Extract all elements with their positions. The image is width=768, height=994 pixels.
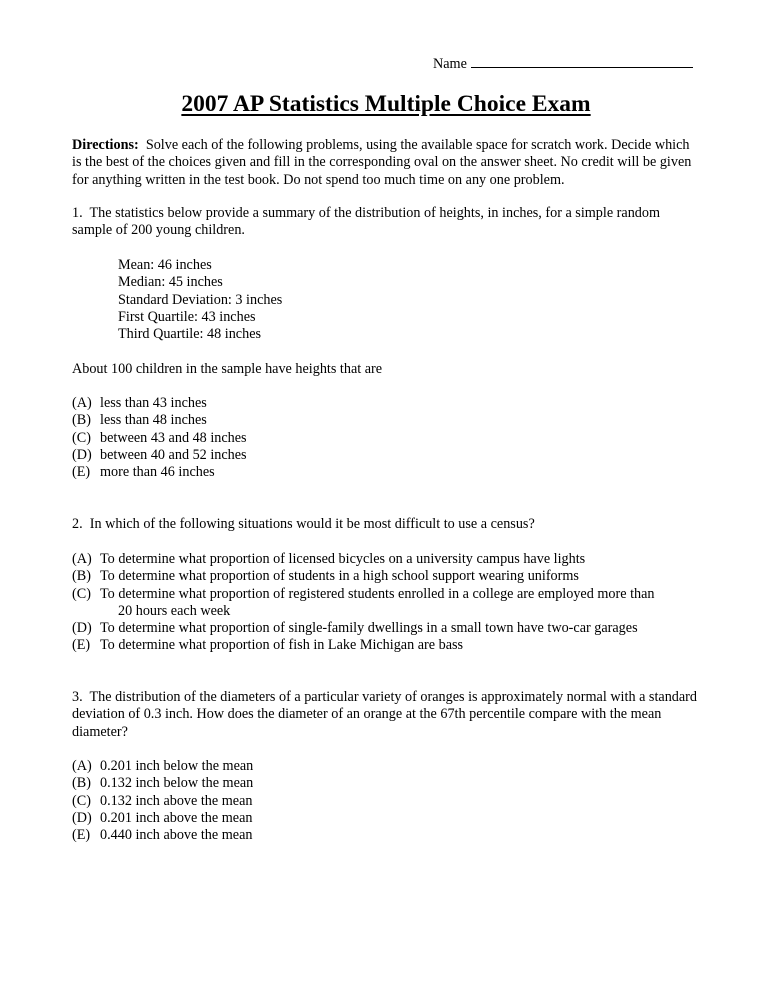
- question-prompt: In which of the following situations would it be most difficult to use a census?: [89, 516, 535, 532]
- choice-d: [72, 620, 700, 637]
- choice-text: To determine what proportion of fish in Lake Michigan are bass: [100, 637, 464, 654]
- choice-c-continuation: 20 hours each week: [118, 602, 231, 619]
- name-blank-line[interactable]: [471, 54, 693, 68]
- question-number: 2.: [72, 516, 83, 532]
- choice-a: [72, 758, 700, 775]
- choice-text: 0.201 inch below the mean: [100, 758, 254, 774]
- choice-text: 0.132 inch above the mean: [100, 792, 253, 809]
- question-1-stem: About 100 children in the sample have heights that are: [72, 361, 383, 377]
- choice-text: To determine what proportion of registered students enrolled in a college are employed more than: [100, 585, 655, 602]
- choice-letter: (A): [72, 551, 92, 567]
- choice-text: less than 48 inches: [100, 412, 207, 429]
- choice-e: [72, 464, 700, 481]
- choice-letter: (B): [72, 412, 91, 429]
- question-1: [72, 205, 700, 240]
- choice-letter: (E): [72, 827, 91, 844]
- choice-e: [72, 637, 700, 654]
- question-3: [72, 689, 700, 741]
- stat-first-quartile: First Quartile: 43 inches: [118, 308, 256, 325]
- choice-letter: (A): [72, 758, 92, 774]
- choice-b: [72, 775, 700, 792]
- choice-letter: (E): [72, 637, 91, 654]
- question-3-choices: [72, 758, 700, 844]
- choice-letter: (C): [72, 429, 91, 446]
- choice-b: [72, 568, 700, 585]
- choice-letter: (D): [72, 446, 92, 463]
- choice-letter: (B): [72, 568, 91, 585]
- choice-text: To determine what proportion of licensed bicycles on a university campus have lights: [100, 551, 586, 567]
- choice-b: [72, 412, 700, 429]
- choice-text: more than 46 inches: [100, 464, 215, 481]
- name-label: Name: [433, 56, 467, 72]
- name-field[interactable]: [433, 54, 693, 73]
- choice-text: To determine what proportion of students in a high school support wearing uniforms: [100, 568, 579, 585]
- question-prompt: The statistics below provide a summary of the distribution of heights, in inches, for a simple random sample of 200 young children.: [72, 205, 661, 239]
- directions-text: Solve each of the following problems, using the available space for scratch work. Decide which is the best of the choices given and fill in the corresponding oval on the answer sheet. No credit will be given for anything written in the test book. Do not spend too much time on any one problem.: [72, 137, 692, 188]
- choice-text: between 43 and 48 inches: [100, 429, 247, 446]
- question-2: [72, 516, 700, 533]
- choice-text: 0.440 inch above the mean: [100, 827, 253, 844]
- directions-label: Directions:: [72, 137, 139, 153]
- choice-text: 0.132 inch below the mean: [100, 775, 254, 792]
- choice-c: [72, 793, 700, 810]
- choice-a: [72, 395, 700, 412]
- summary-statistics: [118, 257, 282, 343]
- choice-d: [72, 810, 700, 827]
- choice-text: To determine what proportion of single-family dwellings in a small town have two-car garages: [100, 620, 638, 637]
- choice-letter: (D): [72, 809, 92, 826]
- exam-title: 2007 AP Statistics Multiple Choice Exam: [181, 91, 591, 117]
- choice-letter: (C): [72, 585, 91, 602]
- directions: [72, 137, 700, 189]
- choice-e: [72, 827, 700, 844]
- choice-text: less than 43 inches: [100, 395, 207, 411]
- choice-a: [72, 551, 700, 568]
- choice-text: between 40 and 52 inches: [100, 446, 247, 463]
- stat-mean: Mean: 46 inches: [118, 257, 212, 273]
- stat-third-quartile: Third Quartile: 48 inches: [118, 326, 262, 343]
- question-2-choices: [72, 551, 700, 655]
- choice-text: 0.201 inch above the mean: [100, 809, 253, 826]
- question-prompt: The distribution of the diameters of a particular variety of oranges is approximately normal with a standard deviation of 0.3 inch. How does the diameter of an orange at the 67th percentile compare with the mean diameter?: [72, 689, 697, 740]
- question-number: 3.: [72, 689, 83, 705]
- question-1-choices: [72, 395, 700, 481]
- choice-letter: (B): [72, 775, 91, 792]
- choice-letter: (E): [72, 464, 91, 481]
- choice-letter: (C): [72, 792, 91, 809]
- choice-letter: (A): [72, 395, 92, 411]
- choice-c: [72, 586, 700, 603]
- choice-c: [72, 430, 700, 447]
- choice-d: [72, 447, 700, 464]
- choice-letter: (D): [72, 620, 92, 637]
- stat-median: Median: 45 inches: [118, 274, 223, 291]
- stat-standard-deviation: Standard Deviation: 3 inches: [118, 291, 283, 308]
- question-number: 1.: [72, 205, 83, 221]
